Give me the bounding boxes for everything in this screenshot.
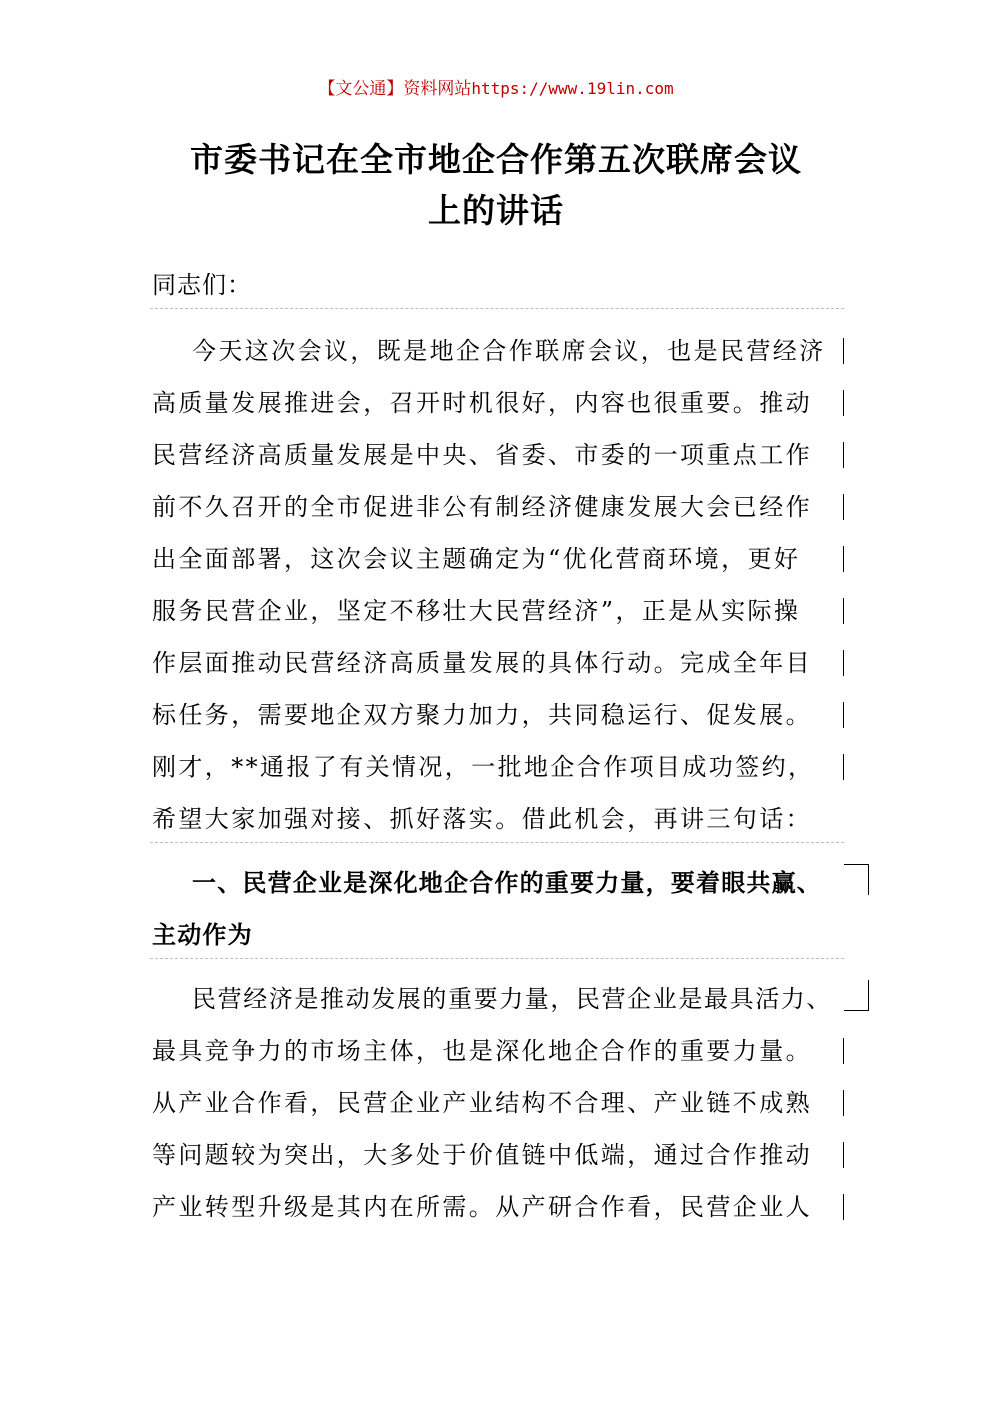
salutation: 同志们： — [152, 271, 252, 299]
paragraph-2-line: 产业转型升级是其内在所需。从产研合作看，民营企业人 — [152, 1193, 812, 1221]
line-end-mark — [843, 338, 844, 364]
paragraph-2-line: 最具竞争力的市场主体，也是深化地企合作的重要力量。 — [152, 1037, 812, 1065]
document-title-line-2: 上的讲话 — [428, 191, 564, 230]
separator — [150, 842, 844, 843]
source-site-banner — [0, 74, 992, 99]
line-end-mark — [843, 546, 844, 572]
line-end-mark — [843, 650, 844, 676]
paragraph-1-line: 出全面部署，这次会议主题确定为“优化营商环境，更好 — [152, 545, 801, 573]
document-title-line-1: 市委书记在全市地企合作第五次联席会议 — [190, 140, 802, 179]
separator — [150, 958, 844, 959]
section-heading-line: 一、民营企业是深化地企合作的重要力量，要着眼共赢、 — [192, 868, 822, 897]
paragraph-2-line: 从产业合作看，民营企业产业结构不合理、产业链不成熟 — [152, 1089, 812, 1117]
site-url-link[interactable]: https://www.19lin.com — [471, 79, 674, 98]
line-end-mark — [843, 494, 844, 520]
line-end-mark — [843, 1090, 844, 1116]
paragraph-1-line: 服务民营企业，坚定不移壮大民营经济”，正是从实际操 — [152, 597, 801, 625]
line-end-mark — [843, 1194, 844, 1220]
line-end-mark — [843, 1038, 844, 1064]
line-end-mark — [843, 442, 844, 468]
paragraph-2-line: 民营经济是推动发展的重要力量，民营企业是最具活力、 — [192, 985, 832, 1013]
paragraph-1-line: 刚才，**通报了有关情况，一批地企合作项目成功签约， — [152, 753, 815, 781]
line-end-mark — [843, 390, 844, 416]
line-end-mark — [843, 702, 844, 728]
line-end-corner-mark — [844, 864, 869, 895]
paragraph-2-line: 等问题较为突出，大多处于价值链中低端，通过合作推动 — [152, 1141, 812, 1169]
paragraph-1-line: 高质量发展推进会，召开时机很好，内容也很重要。推动 — [152, 389, 812, 417]
line-end-mark — [843, 754, 844, 780]
line-end-mark — [843, 1142, 844, 1168]
brand-label: 【文公通】 — [318, 79, 404, 99]
line-end-mark — [843, 598, 844, 624]
line-end-corner-mark — [844, 980, 869, 1011]
separator — [150, 308, 844, 309]
paragraph-1-line: 作层面推动民营经济高质量发展的具体行动。完成全年目 — [152, 649, 812, 677]
paragraph-1-line: 希望大家加强对接、抓好落实。借此机会，再讲三句话： — [152, 805, 812, 833]
paragraph-1-line: 标任务，需要地企双方聚力加力，共同稳运行、促发展。 — [152, 701, 812, 729]
paragraph-1-line: 民营经济高质量发展是中央、省委、市委的一项重点工作 — [152, 441, 812, 469]
site-label: 资料网站 — [403, 79, 472, 99]
paragraph-1-line: 今天这次会议，既是地企合作联席会议，也是民营经济 — [192, 337, 826, 365]
section-heading-line: 主动作为 — [152, 920, 253, 949]
paragraph-1-line: 前不久召开的全市促进非公有制经济健康发展大会已经作 — [152, 493, 812, 521]
